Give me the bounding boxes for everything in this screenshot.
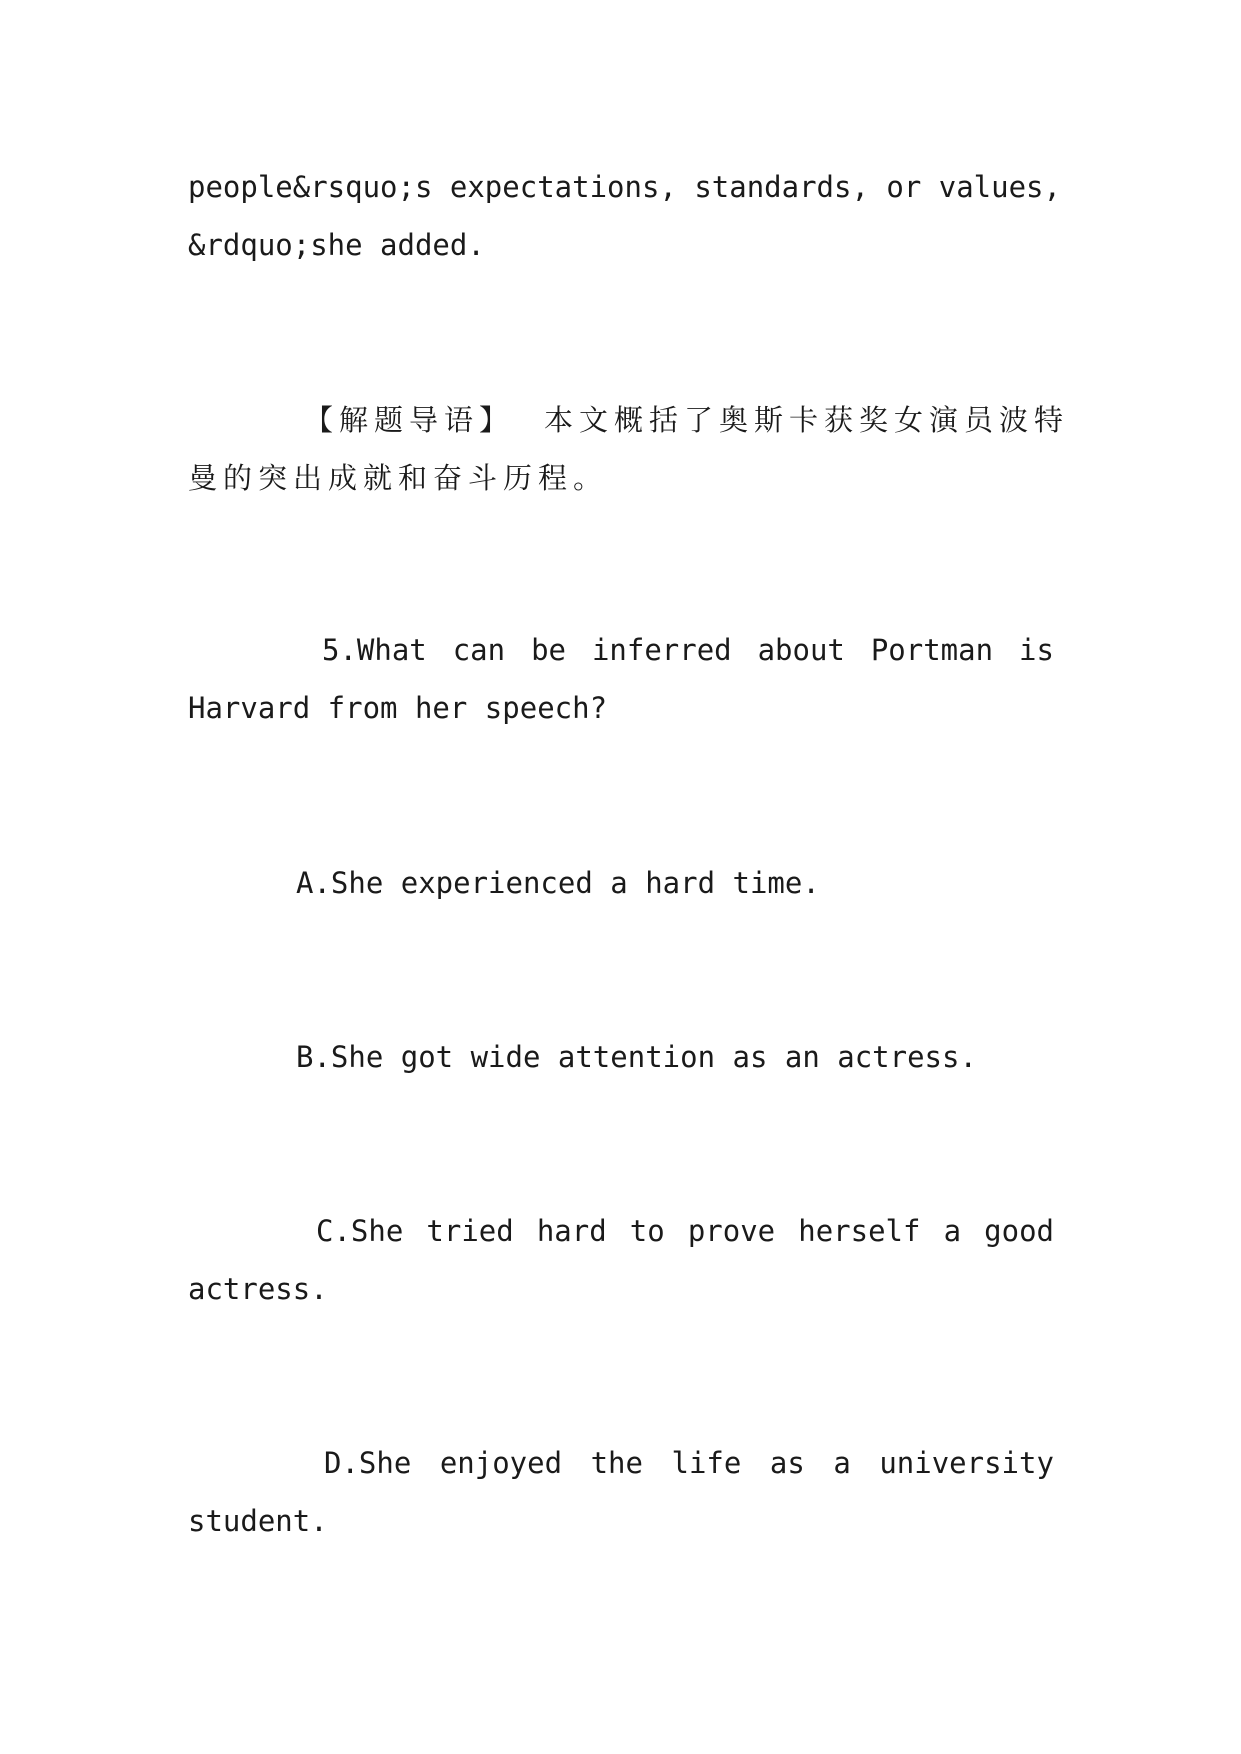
question-word: be <box>531 633 566 667</box>
question-word: 5.What <box>322 633 427 667</box>
guide-text: 本文概括了奥斯卡获奖女演员波特 <box>544 403 1070 437</box>
guide-heading: 【解题导语】 <box>304 403 515 437</box>
option-a <box>296 854 1056 912</box>
option-c-line-2: actress. <box>188 1272 328 1306</box>
option-d <box>188 1434 1054 1550</box>
option-word: as <box>769 1446 805 1480</box>
question-word: can <box>452 633 506 667</box>
option-d-line-2: student. <box>188 1504 328 1538</box>
guide-line-1 <box>188 391 1070 449</box>
option-word: good <box>984 1214 1054 1248</box>
paragraph-guide <box>188 391 1070 507</box>
option-word: university <box>879 1446 1054 1480</box>
question-line-2: Harvard from her speech? <box>188 691 608 725</box>
option-c <box>188 1202 1054 1318</box>
option-word: life <box>671 1446 742 1480</box>
paragraph-quote-end <box>188 158 1061 274</box>
option-word: a <box>943 1214 962 1248</box>
option-b <box>296 1028 1056 1086</box>
question-line-1 <box>188 621 1054 679</box>
option-word: the <box>590 1446 643 1480</box>
option-d-line-1 <box>188 1434 1054 1492</box>
option-c-line-1 <box>188 1202 1054 1260</box>
option-word: hard <box>536 1214 607 1248</box>
question-word: about <box>757 633 845 667</box>
option-word: a <box>833 1446 851 1480</box>
option-word: D.She <box>324 1446 412 1480</box>
option-word: herself <box>798 1214 921 1248</box>
option-a-text: A.She experienced a hard time. <box>296 866 820 900</box>
question-word: Portman <box>870 633 994 667</box>
paragraph-line: people&rsquo;s expectations, standards, or values, <box>188 170 1061 204</box>
option-word: enjoyed <box>439 1446 563 1480</box>
question-word: inferred <box>591 633 732 667</box>
option-word: prove <box>687 1214 776 1248</box>
guide-line-2: 曼的突出成就和奋斗历程。 <box>188 461 609 495</box>
option-word: tried <box>426 1214 514 1248</box>
option-word: to <box>629 1214 665 1248</box>
option-word: C.She <box>316 1214 404 1248</box>
question-5 <box>188 621 1054 737</box>
paragraph-line: &rdquo;she added. <box>188 228 485 262</box>
question-word: is <box>1019 633 1054 667</box>
option-b-text: B.She got wide attention as an actress. <box>296 1040 977 1074</box>
